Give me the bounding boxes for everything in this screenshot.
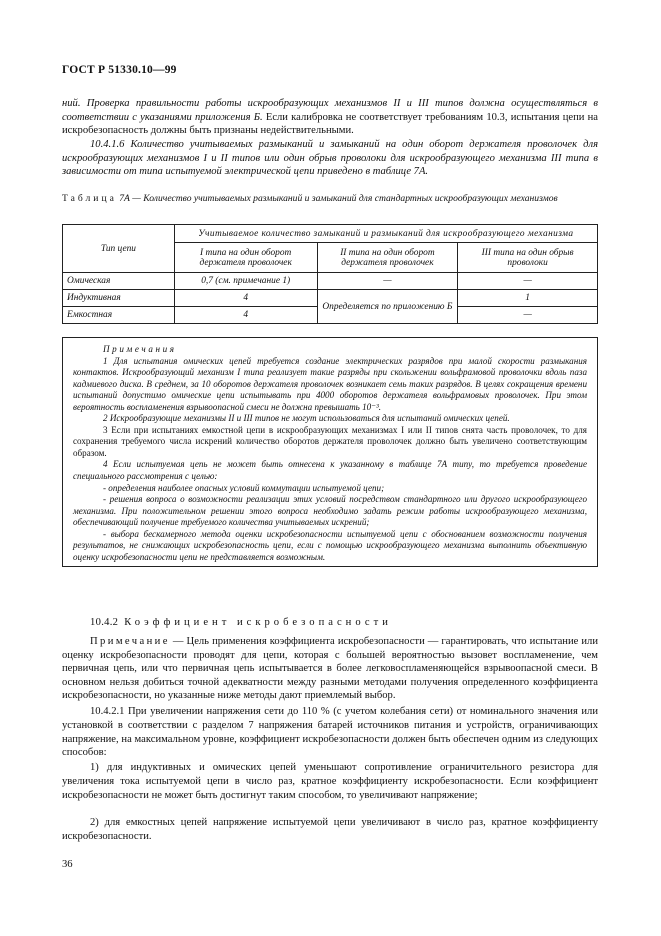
section-number: 10.4.2 [90, 617, 119, 628]
note-1: 1 Для испытания омических цепей требуется создание электрических разрядов при малой скорости размыкания контактов. Искрообразующий механизм I типа реализует такие разряды при скольжении вольфрамовой проволочки вдоль паза кадмиевого диска. В среднем, за 10 оборотов держателя проволочек возникает семь таких разрядов. В целях сокращения времени испытаний допустимо омические цепи испытывать при 4000 оборотов держателя вольфрамовых проволочек. При этом вероятность воспламенения взрывоопасной смеси не должна превышать 10⁻³. [73, 355, 587, 412]
section-note-label: Примечание [90, 636, 170, 647]
intro-continuation [62, 97, 598, 138]
cell-type3: 1 [458, 290, 598, 307]
header-type-2: II типа на один оборот держателя проволочек [317, 243, 458, 273]
cell-type3: — [458, 273, 598, 290]
table-row [63, 273, 598, 290]
cell-type2: — [317, 273, 458, 290]
note-4-item-2: - решения вопроса о возможности реализации этих условий посредством стандартного или другого искрообразующего механизма. При положительном решении этого вопроса необходимо задать режим работы искрообразующего механизма, обеспечивающий получение требуемого количества учитываемых искрений; [73, 494, 587, 528]
table-caption-text: 7А — Количество учитываемых размыканий и замыканий для стандартных искрообразующих механизмов [116, 193, 558, 204]
document-id: ГОСТ Р 51330.10—99 [62, 64, 177, 76]
section-title: Коэффициент искробезопасности [124, 617, 392, 628]
cell-type1: 4 [174, 290, 317, 307]
cell-type: Омическая [63, 273, 175, 290]
intro-normal: Если калибровка не соответствует требованиям 10.3, испытания цепи на искробезопасность должны быть признаны недействительными. [62, 111, 599, 137]
note-4: 4 Если испытуемая цепь не может быть отнесена к указанному в таблице 7А типу, то требуется проведение специального рассмотрения с целью: [73, 459, 587, 482]
header-group: Учитываемое количество замыканий и размыканий для искрообразующего механизма [174, 225, 597, 243]
sparks-table [62, 224, 598, 324]
note-4-item-1: - определения наиболее опасных условий коммутации испытуемой цепи; [103, 482, 385, 493]
section-note-text: — Цель применения коэффициента искробезопасности — гарантировать, что испытание или оценку искробезопасности проводят для цепи, которая с большей вероятностью вызовет воспламенение, чем первичная цепь, или что первичная цепь испытывается в более легковоспламеняющейся взрывоопасной смеси. В основном нельзя добиться точной адекватности между разными методами получения определенного коэффициента искробезопасности, но указанные ниже методы дают приемлемый выбор. [62, 636, 598, 702]
method-2: 2) для емкостных цепей напряжение испытуемой цепи увеличивают в число раз, кратное коэффициенту искробезопасности. [62, 817, 598, 842]
table-caption [62, 193, 598, 205]
method-1: 1) для индуктивных и омических цепей уменьшают сопротивление ограничительного резистора для увеличения тока испытуемой цепи в число раз, кратное коэффициенту искробезопасности. Если коэффициент искробезопасности не может быть достигнут таким способом, то увеличивают напряжение; [62, 762, 598, 801]
note-2: 2 Искрообразующие механизмы II и III типов не могут использоваться для испытаний омических цепей. [103, 413, 510, 424]
notes-title: Примечания [103, 344, 177, 354]
header-circuit-type: Тип цепи [63, 225, 175, 273]
intro-italic: ний. Проверка правильности работы искрообразующих механизмов II и III типов должна осуществляться в соответствии с указаниями приложения Б. [62, 98, 598, 123]
note-4-item-3: - выбора бескамерного метода оценки искробезопасности испытуемой цепи с обоснованием возможности получения результатов, не снижающих искробезопасность цепи, если с помощью искрообразующего механизма выполнить объективную оценку искробезопасности цепи не представляется возможным. [73, 528, 587, 562]
section-heading [90, 617, 392, 628]
page-number: 36 [62, 859, 73, 870]
paragraph-10416: 10.4.1.6 Количество учитываемых размыканий и замыканий на один оборот держателя проволочек для искрообразующих механизмов I и II типов или один обрыв проволоки для искрообразующего механизма III типа в зависимости от типа испытуемой электрической цепи приведено в таблице 7А. [62, 139, 598, 178]
header-type-3: III типа на один обрыв проволоки [458, 243, 598, 273]
table-row [63, 290, 598, 307]
cell-type1: 4 [174, 307, 317, 324]
paragraph-10421: 10.4.2.1 При увеличении напряжения сети до 110 % (с учетом колебания сети) от номинального значения или установкой в соответствии с разделом 7 напряжения батарей источников питания и устройств, ограничивающих напряжение, на максимальном уровне, коэффициент искробезопасности должен быть обеспечен одним из следующих способов: [62, 706, 598, 759]
header-type-1: I типа на один оборот держателя проволочек [174, 243, 317, 273]
table-caption-label: Таблица [62, 193, 117, 204]
cell-type3: — [458, 307, 598, 324]
cell-type1: 0,7 (см. примечание 1) [174, 273, 317, 290]
cell-type2-merged: Определяется по приложению Б [317, 290, 458, 324]
section-note [62, 635, 598, 703]
cell-type: Емкостная [63, 307, 175, 324]
note-3: 3 Если при испытаниях емкостной цепи в искрообразующих механизмах I или II типов снята часть проволочек, то для сохранения требуемого числа искрений количество оборотов держателя проволочек должно быть увеличено соответствующим образом. [73, 424, 587, 458]
table-notes [62, 337, 598, 567]
cell-type: Индуктивная [63, 290, 175, 307]
